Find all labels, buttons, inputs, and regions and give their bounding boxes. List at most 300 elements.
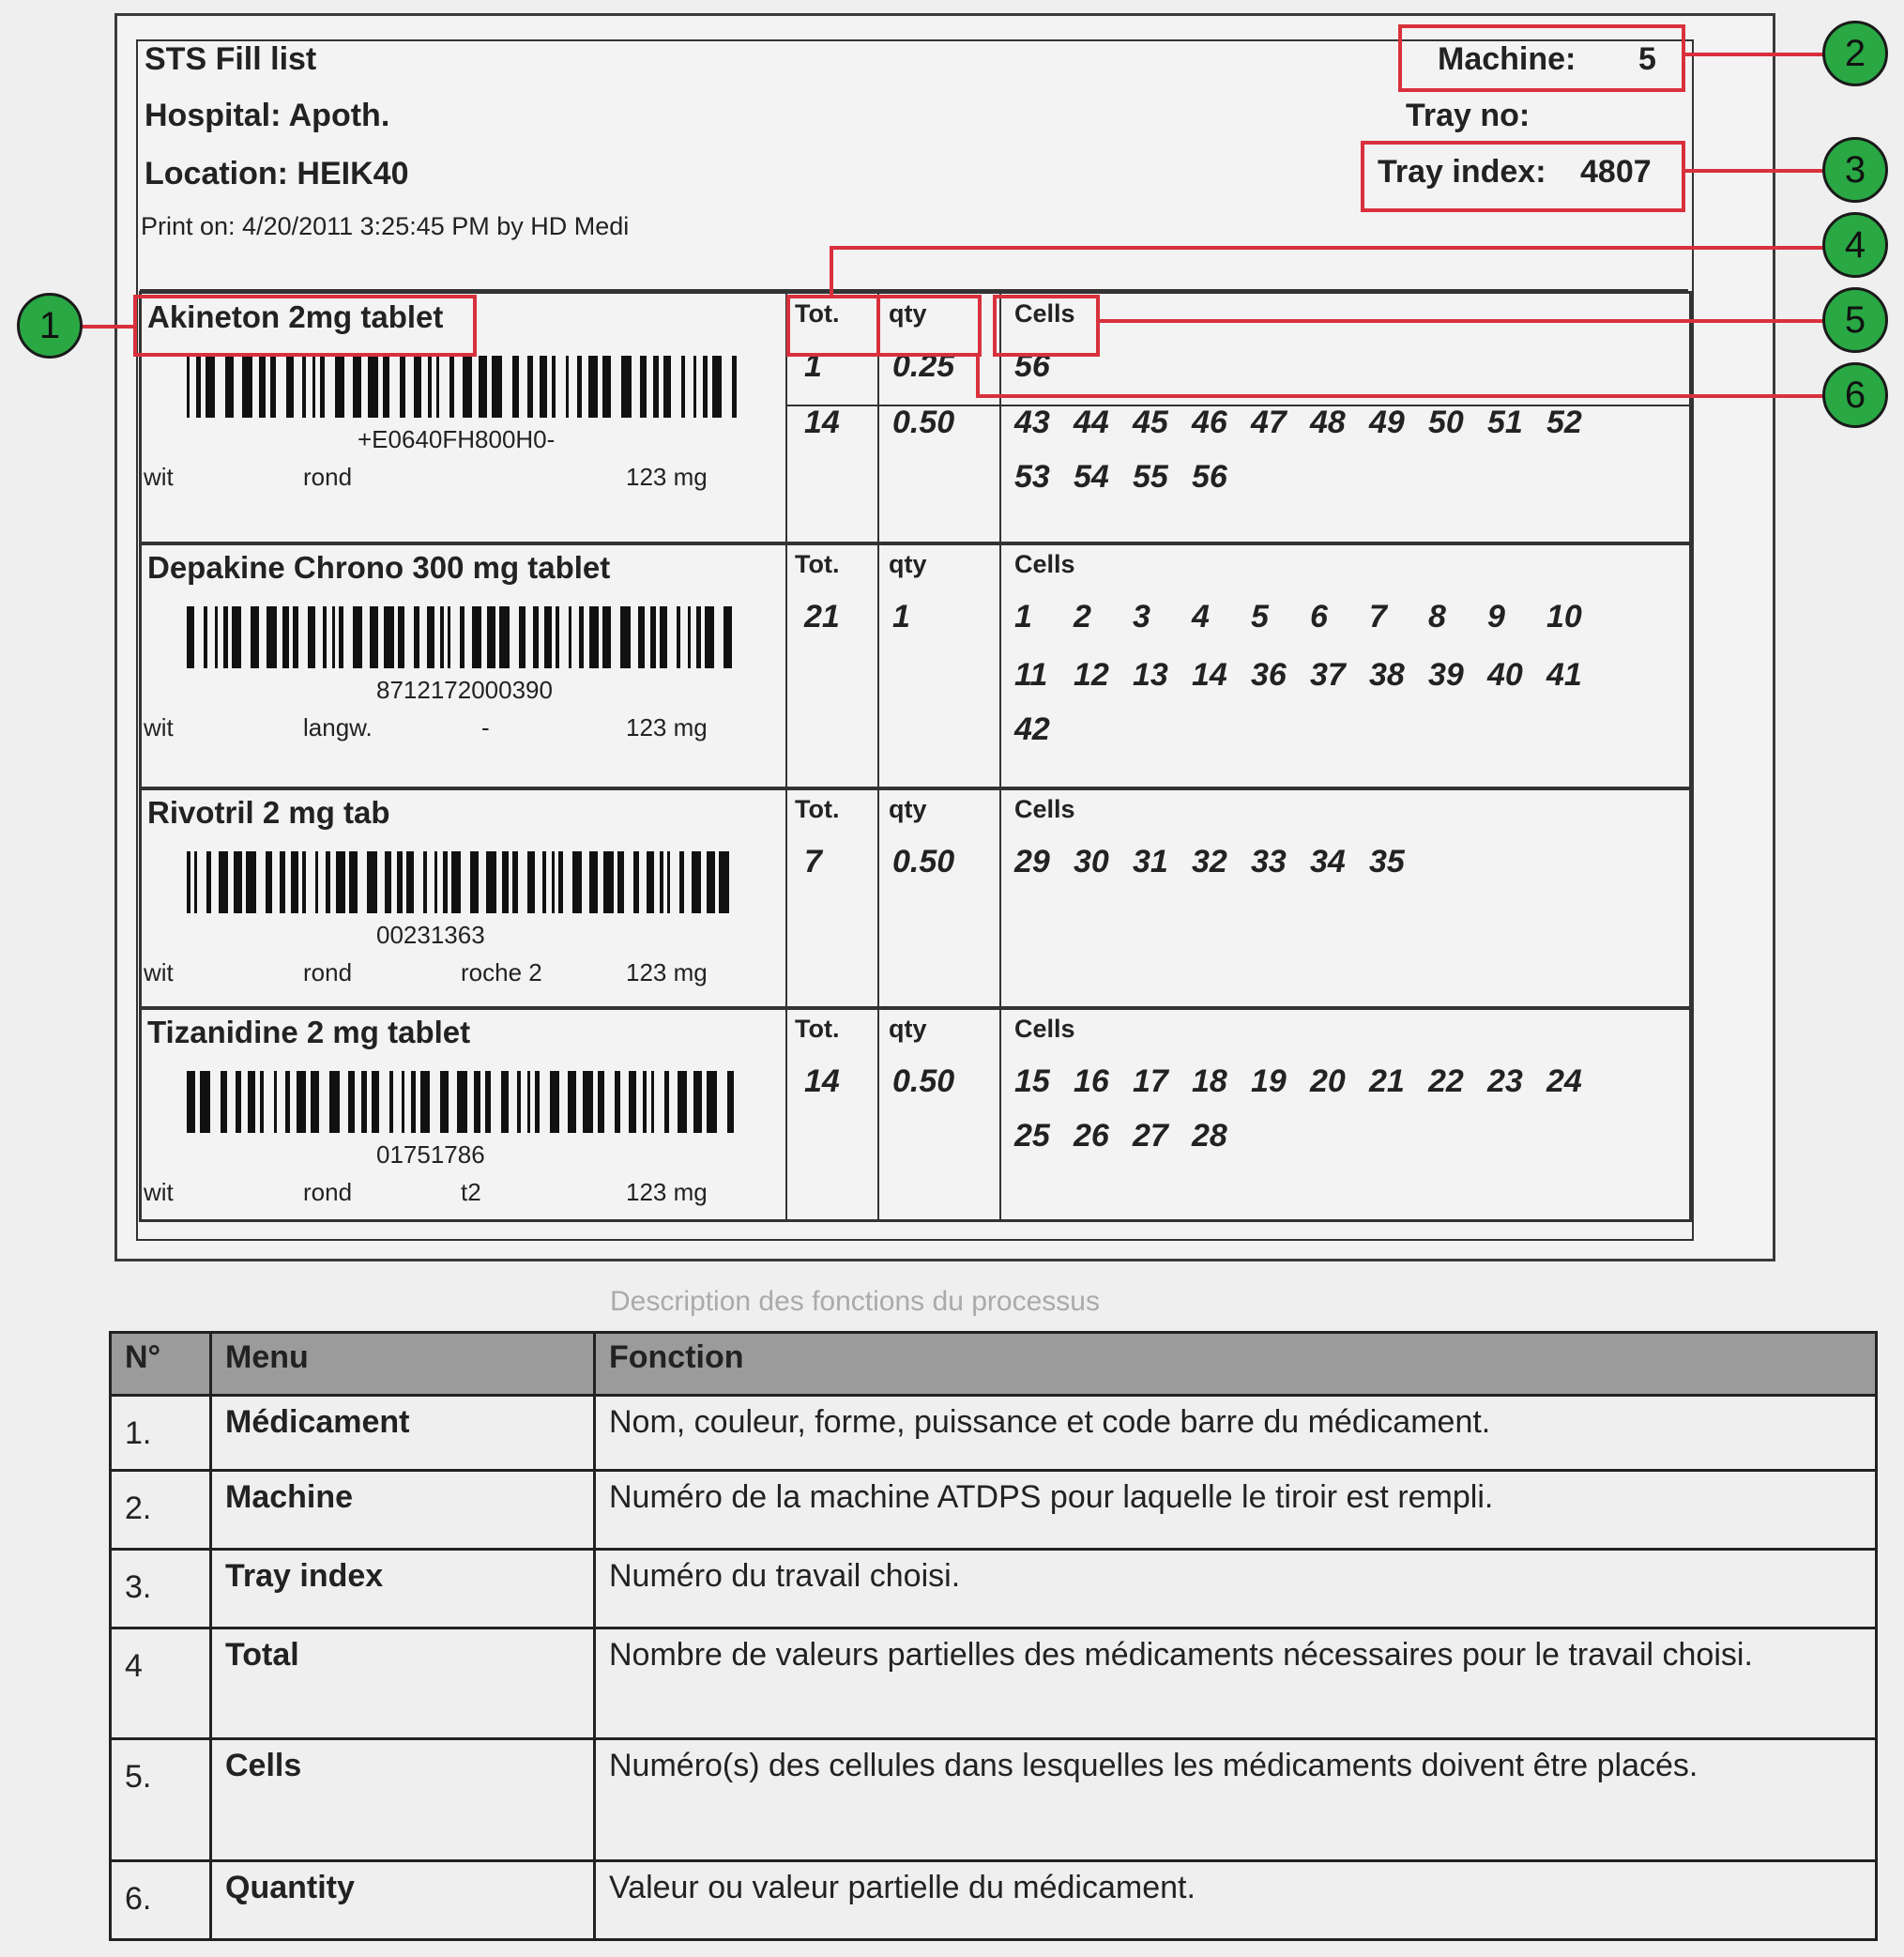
cell-number: 17 (1133, 1063, 1168, 1099)
barcode-bar (598, 1071, 604, 1133)
column-divider (785, 789, 787, 1007)
legend-row (111, 1471, 1877, 1550)
barcode-bar (719, 851, 729, 913)
barcode-bar (712, 356, 722, 418)
barcode-bar (335, 356, 344, 418)
barcode-bar (579, 606, 584, 668)
barcode-bar (274, 1071, 277, 1133)
barcode-bar (681, 356, 685, 418)
barcode-bar (329, 1071, 340, 1133)
barcode-bar (583, 1071, 593, 1133)
qty-label: qty (889, 299, 927, 328)
barcode-bar (242, 356, 252, 418)
column-divider (877, 544, 879, 787)
drug-shape: rond (303, 958, 353, 986)
barcode-bar (302, 851, 306, 913)
legend-menu: Machine (211, 1471, 595, 1550)
barcode-bar (472, 606, 481, 668)
barcode-bar (440, 1071, 449, 1133)
cell-number: 35 (1369, 844, 1405, 879)
cell-number: 23 (1487, 1063, 1523, 1099)
barcode-bar (236, 1071, 241, 1133)
cell-number: 53 (1014, 459, 1050, 495)
callout-2: 2 (1822, 21, 1888, 86)
barcode-bar (692, 851, 701, 913)
barcode-bar (640, 356, 647, 418)
barcode-bar (372, 1071, 379, 1133)
cell-number: 29 (1014, 844, 1050, 879)
barcode-bar (569, 606, 571, 668)
legend-function: Nombre de valeurs partielles des médicaments nécessaires pour le travail choisi. (595, 1628, 1877, 1739)
drug-name: Akineton 2mg tablet (147, 299, 444, 334)
barcode-bar (385, 851, 391, 913)
drug-color: wit (144, 713, 174, 742)
barcode-bar (602, 606, 611, 668)
legend-function: Nom, couleur, forme, puissance et code barre du médicament. (595, 1396, 1877, 1471)
barcode-bar (535, 1071, 540, 1133)
barcode-bar (232, 606, 241, 668)
cell-number: 52 (1546, 405, 1582, 440)
barcode-bar (519, 606, 526, 668)
barcode-bar (727, 1071, 734, 1133)
barcode-bar (215, 606, 218, 668)
cell-number: 12 (1074, 657, 1109, 693)
highlight-drug-name (133, 295, 477, 357)
cell-number: 19 (1251, 1063, 1287, 1099)
machine-label: Machine: (1438, 41, 1577, 77)
barcode-bar (349, 851, 358, 913)
cell-number: 18 (1192, 1063, 1227, 1099)
barcode-bar (527, 1071, 530, 1133)
legend-caption: Description des fonctions du processus (610, 1286, 1100, 1317)
legend-table (109, 1331, 1878, 1941)
barcode-bar (512, 851, 518, 913)
highlight-tray-index (1361, 141, 1685, 212)
barcode-bar (200, 1071, 210, 1133)
barcode-bar (677, 606, 680, 668)
barcode-bar (602, 356, 611, 418)
barcode-bar (414, 606, 419, 668)
machine-value: 5 (1638, 41, 1656, 77)
barcode-bar (326, 851, 330, 913)
drug-imprint: t2 (461, 1178, 481, 1206)
qty-value: 1 (892, 599, 910, 634)
drug-shape: rond (303, 1178, 353, 1206)
tray-index-label: Tray index: (1378, 154, 1546, 190)
legend-number: 2. (111, 1471, 211, 1550)
drug-block (139, 1006, 1692, 1222)
barcode-number: 8712172000390 (376, 676, 553, 704)
barcode-bar (651, 1071, 654, 1133)
cell-number: 9 (1487, 599, 1505, 634)
barcode-bar (323, 606, 327, 668)
barcode-bar (620, 606, 631, 668)
barcode-bar (679, 851, 684, 913)
barcode-bar (492, 356, 502, 418)
barcode-image (187, 356, 740, 418)
cell-number: 38 (1369, 657, 1405, 693)
cell-number: 4 (1192, 599, 1210, 634)
barcode-bar (311, 1071, 319, 1133)
barcode-bar (187, 356, 190, 418)
barcode-bar (474, 1071, 480, 1133)
barcode-bar (302, 356, 306, 418)
barcode-bar (577, 356, 582, 418)
barcode-bar (653, 356, 659, 418)
cell-number: 50 (1428, 405, 1464, 440)
cell-number: 39 (1428, 657, 1464, 693)
barcode-bar (449, 356, 454, 418)
connector-6a (976, 355, 980, 396)
barcode-bar (282, 606, 289, 668)
legend-row (111, 1550, 1877, 1628)
highlight-machine (1398, 24, 1685, 92)
cell-number: 28 (1192, 1118, 1227, 1154)
callout-1: 1 (17, 293, 83, 359)
callout-6: 6 (1822, 362, 1888, 428)
cell-number: 5 (1251, 599, 1269, 634)
barcode-bar (251, 606, 259, 668)
barcode-bar (527, 356, 533, 418)
hospital-label: Hospital: Apoth. (145, 98, 390, 133)
barcode-bar (568, 1071, 576, 1133)
cell-number: 24 (1546, 1063, 1582, 1099)
barcode-bar (550, 1071, 559, 1133)
barcode-image (187, 1071, 740, 1133)
cell-number: 2 (1074, 599, 1091, 634)
cell-number: 14 (1192, 657, 1227, 693)
barcode-bar (353, 356, 361, 418)
qty-label: qty (889, 1015, 927, 1043)
barcode-bar (411, 1071, 416, 1133)
barcode-bar (332, 606, 335, 668)
qty-label: qty (889, 795, 927, 823)
tot-label: Tot. (795, 550, 840, 578)
cell-number: 42 (1014, 711, 1050, 747)
barcode-bar (428, 356, 432, 418)
tot-label: Tot. (795, 299, 840, 328)
connector-6b (976, 394, 1824, 398)
legend-row (111, 1628, 1877, 1739)
qty-label: qty (889, 550, 927, 578)
cell-number: 51 (1487, 405, 1523, 440)
barcode-bar (633, 851, 639, 913)
legend-function: Numéro(s) des cellules dans lesquelles les médicaments doivent être placés. (595, 1739, 1877, 1861)
barcode-bar (542, 851, 546, 913)
connector-3 (1683, 169, 1824, 173)
barcode-bar (339, 606, 343, 668)
cell-number: 56 (1014, 348, 1050, 384)
barcode-bar (693, 1071, 702, 1133)
drug-strength: 123 mg (626, 958, 708, 986)
cell-number: 31 (1133, 844, 1168, 879)
barcode-bar (501, 1071, 509, 1133)
barcode-bar (451, 851, 461, 913)
connector-4b (830, 246, 833, 297)
barcode-bar (558, 851, 563, 913)
drug-strength: 123 mg (626, 713, 708, 742)
barcode-bar (223, 606, 228, 668)
drug-name: Rivotril 2 mg tab (147, 795, 390, 830)
legend-menu: Médicament (211, 1396, 595, 1471)
legend-function: Numéro de la machine ATDPS pour laquelle le tiroir est rempli. (595, 1471, 1877, 1550)
column-divider (877, 789, 879, 1007)
barcode-bar (270, 356, 276, 418)
cells-label: Cells (1014, 795, 1075, 823)
barcode-bar (512, 356, 519, 418)
barcode-bar (187, 606, 194, 668)
drug-block (139, 542, 1692, 790)
barcode-bar (297, 1071, 306, 1133)
legend-number: 6. (111, 1861, 211, 1940)
barcode-bar (486, 851, 496, 913)
barcode-bar (693, 356, 696, 418)
cell-number: 49 (1369, 405, 1405, 440)
barcode-image (187, 851, 740, 913)
barcode-bar (499, 606, 510, 668)
barcode-bar (617, 851, 624, 913)
barcode-bar (663, 356, 671, 418)
barcode-bar (660, 606, 667, 668)
drug-color: wit (144, 958, 174, 986)
cell-number: 34 (1310, 844, 1346, 879)
legend-menu: Cells (211, 1739, 595, 1861)
cell-number: 46 (1192, 405, 1227, 440)
legend-function: Numéro du travail choisi. (595, 1550, 1877, 1628)
qty-value: 0.50 (892, 1063, 955, 1099)
legend-number: 5. (111, 1739, 211, 1861)
highlight-qty (876, 295, 982, 357)
cell-number: 15 (1014, 1063, 1050, 1099)
column-divider (999, 1009, 1001, 1219)
cell-number: 30 (1074, 844, 1109, 879)
barcode-bar (643, 1071, 647, 1133)
barcode-bar (187, 851, 190, 913)
barcode-bar (427, 606, 434, 668)
qty-value: 0.25 (892, 348, 955, 384)
barcode-bar (638, 606, 645, 668)
barcode-number: 00231363 (376, 921, 485, 949)
barcode-bar (397, 851, 403, 913)
tot-value: 21 (804, 599, 840, 634)
cell-number: 10 (1546, 599, 1582, 634)
cell-number: 48 (1310, 405, 1346, 440)
legend-row (111, 1739, 1877, 1861)
cell-number: 3 (1133, 599, 1150, 634)
barcode-bar (260, 1071, 264, 1133)
barcode-bar (398, 606, 404, 668)
print-info: Print on: 4/20/2011 3:25:45 PM by HD Medi (141, 212, 630, 240)
list-title: STS Fill list (145, 41, 317, 77)
tot-value: 14 (804, 1063, 840, 1099)
cell-number: 20 (1310, 1063, 1346, 1099)
drug-name: Depakine Chrono 300 mg tablet (147, 550, 611, 585)
tot-label: Tot. (795, 1015, 840, 1043)
legend-number: 4 (111, 1628, 211, 1739)
barcode-bar (572, 851, 582, 913)
barcode-bar (603, 851, 614, 913)
barcode-bar (402, 1071, 404, 1133)
barcode-bar (285, 1071, 290, 1133)
barcode-bar (225, 356, 234, 418)
barcode-bar (533, 606, 539, 668)
barcode-bar (485, 1071, 491, 1133)
cell-number: 6 (1310, 599, 1328, 634)
barcode-number: +E0640FH800H0- (358, 425, 556, 453)
location-label: Location: HEIK40 (145, 156, 409, 191)
column-divider (877, 1009, 879, 1219)
tot-label: Tot. (795, 795, 840, 823)
drug-strength: 123 mg (626, 463, 708, 491)
barcode-bar (696, 606, 701, 668)
column-divider (785, 1009, 787, 1219)
qty-value: 0.50 (892, 844, 955, 879)
barcode-bar (589, 606, 599, 668)
barcode-bar (448, 606, 450, 668)
tot-value: 7 (804, 844, 822, 879)
tot-value: 1 (804, 348, 822, 384)
drug-shape: rond (303, 463, 353, 491)
barcode-bar (688, 606, 691, 668)
barcode-bar (705, 606, 714, 668)
barcode-bar (368, 356, 378, 418)
barcode-bar (196, 356, 201, 418)
barcode-bar (443, 851, 448, 913)
column-divider (999, 544, 1001, 787)
barcode-bar (589, 851, 598, 913)
barcode-bar (414, 356, 421, 418)
barcode-bar (420, 1071, 430, 1133)
cell-number: 1 (1014, 599, 1032, 634)
barcode-bar (267, 606, 277, 668)
drug-strength: 123 mg (626, 1178, 708, 1206)
barcode-bar (280, 851, 285, 913)
barcode-bar (487, 606, 495, 668)
barcode-bar (286, 356, 294, 418)
legend-row (111, 1861, 1877, 1940)
cell-number: 16 (1074, 1063, 1109, 1099)
cell-number: 41 (1546, 657, 1582, 693)
cell-number: 21 (1369, 1063, 1405, 1099)
drug-imprint: roche 2 (461, 958, 542, 986)
barcode-bar (588, 356, 598, 418)
barcode-bar (293, 606, 298, 668)
tot-value: 14 (804, 405, 840, 440)
barcode-bar (667, 851, 670, 913)
barcode-bar (315, 851, 318, 913)
legend-header-function: Fonction (595, 1333, 1877, 1396)
connector-2 (1683, 53, 1824, 56)
barcode-bar (502, 851, 509, 913)
barcode-bar (248, 1071, 255, 1133)
cell-number: 55 (1133, 459, 1168, 495)
cell-number: 33 (1251, 844, 1287, 879)
callout-3: 3 (1822, 137, 1888, 203)
legend-menu: Quantity (211, 1861, 595, 1940)
barcode-bar (436, 356, 439, 418)
barcode-bar (384, 606, 394, 668)
barcode-bar (566, 356, 569, 418)
barcode-bar (206, 851, 211, 913)
barcode-bar (707, 851, 715, 913)
barcode-bar (234, 851, 242, 913)
qty-value: 0.50 (892, 405, 955, 440)
cell-number: 22 (1428, 1063, 1464, 1099)
drug-color: wit (144, 463, 174, 491)
callout-5: 5 (1822, 287, 1888, 353)
barcode-bar (219, 851, 228, 913)
barcode-bar (370, 606, 378, 668)
connector-5 (1098, 319, 1824, 323)
highlight-tot (786, 295, 880, 357)
barcode-bar (544, 606, 552, 668)
connector-4a (830, 246, 1824, 250)
barcode-bar (336, 851, 345, 913)
barcode-bar (389, 1071, 393, 1133)
barcode-bar (647, 851, 654, 913)
cell-number: 43 (1014, 405, 1050, 440)
barcode-bar (678, 1071, 687, 1133)
legend-header-row (111, 1333, 1877, 1396)
barcode-bar (463, 356, 472, 418)
drug-shape: langw. (303, 713, 373, 742)
cell-number: 7 (1369, 599, 1387, 634)
legend-header-number: N° (111, 1333, 211, 1396)
column-divider (999, 789, 1001, 1007)
drug-color: wit (144, 1178, 174, 1206)
cell-number: 44 (1074, 405, 1109, 440)
barcode-bar (703, 356, 708, 418)
barcode-bar (479, 356, 487, 418)
cell-number: 11 (1014, 657, 1048, 693)
legend-menu: Tray index (211, 1550, 595, 1628)
legend-header-menu: Menu (211, 1333, 595, 1396)
barcode-bar (406, 851, 414, 913)
barcode-bar (259, 356, 266, 418)
cell-number: 25 (1014, 1118, 1050, 1154)
cells-label: Cells (1014, 550, 1075, 578)
cells-label: Cells (1014, 1015, 1075, 1043)
barcode-bar (187, 1071, 195, 1133)
barcode-bar (457, 1071, 467, 1133)
barcode-bar (470, 851, 479, 913)
drug-name: Tizanidine 2 mg tablet (147, 1015, 471, 1049)
cells-label: Cells (1014, 299, 1075, 328)
drug-imprint: - (481, 713, 490, 742)
barcode-bar (664, 1071, 669, 1133)
barcode-bar (361, 1071, 367, 1133)
barcode-bar (650, 606, 656, 668)
cell-number: 32 (1192, 844, 1227, 879)
drug-block (139, 787, 1692, 1010)
callout-4: 4 (1822, 212, 1888, 278)
barcode-bar (308, 606, 315, 668)
barcode-bar (353, 606, 362, 668)
cell-number: 27 (1133, 1118, 1168, 1154)
barcode-bar (383, 356, 389, 418)
barcode-bar (552, 356, 556, 418)
connector-1 (83, 325, 135, 329)
barcode-bar (615, 1071, 620, 1133)
barcode-bar (732, 356, 737, 418)
cell-number: 47 (1251, 405, 1287, 440)
legend-menu: Total (211, 1628, 595, 1739)
barcode-bar (527, 851, 535, 913)
barcode-bar (206, 356, 215, 418)
barcode-bar (291, 851, 298, 913)
barcode-bar (707, 1071, 717, 1133)
column-divider (785, 544, 787, 787)
